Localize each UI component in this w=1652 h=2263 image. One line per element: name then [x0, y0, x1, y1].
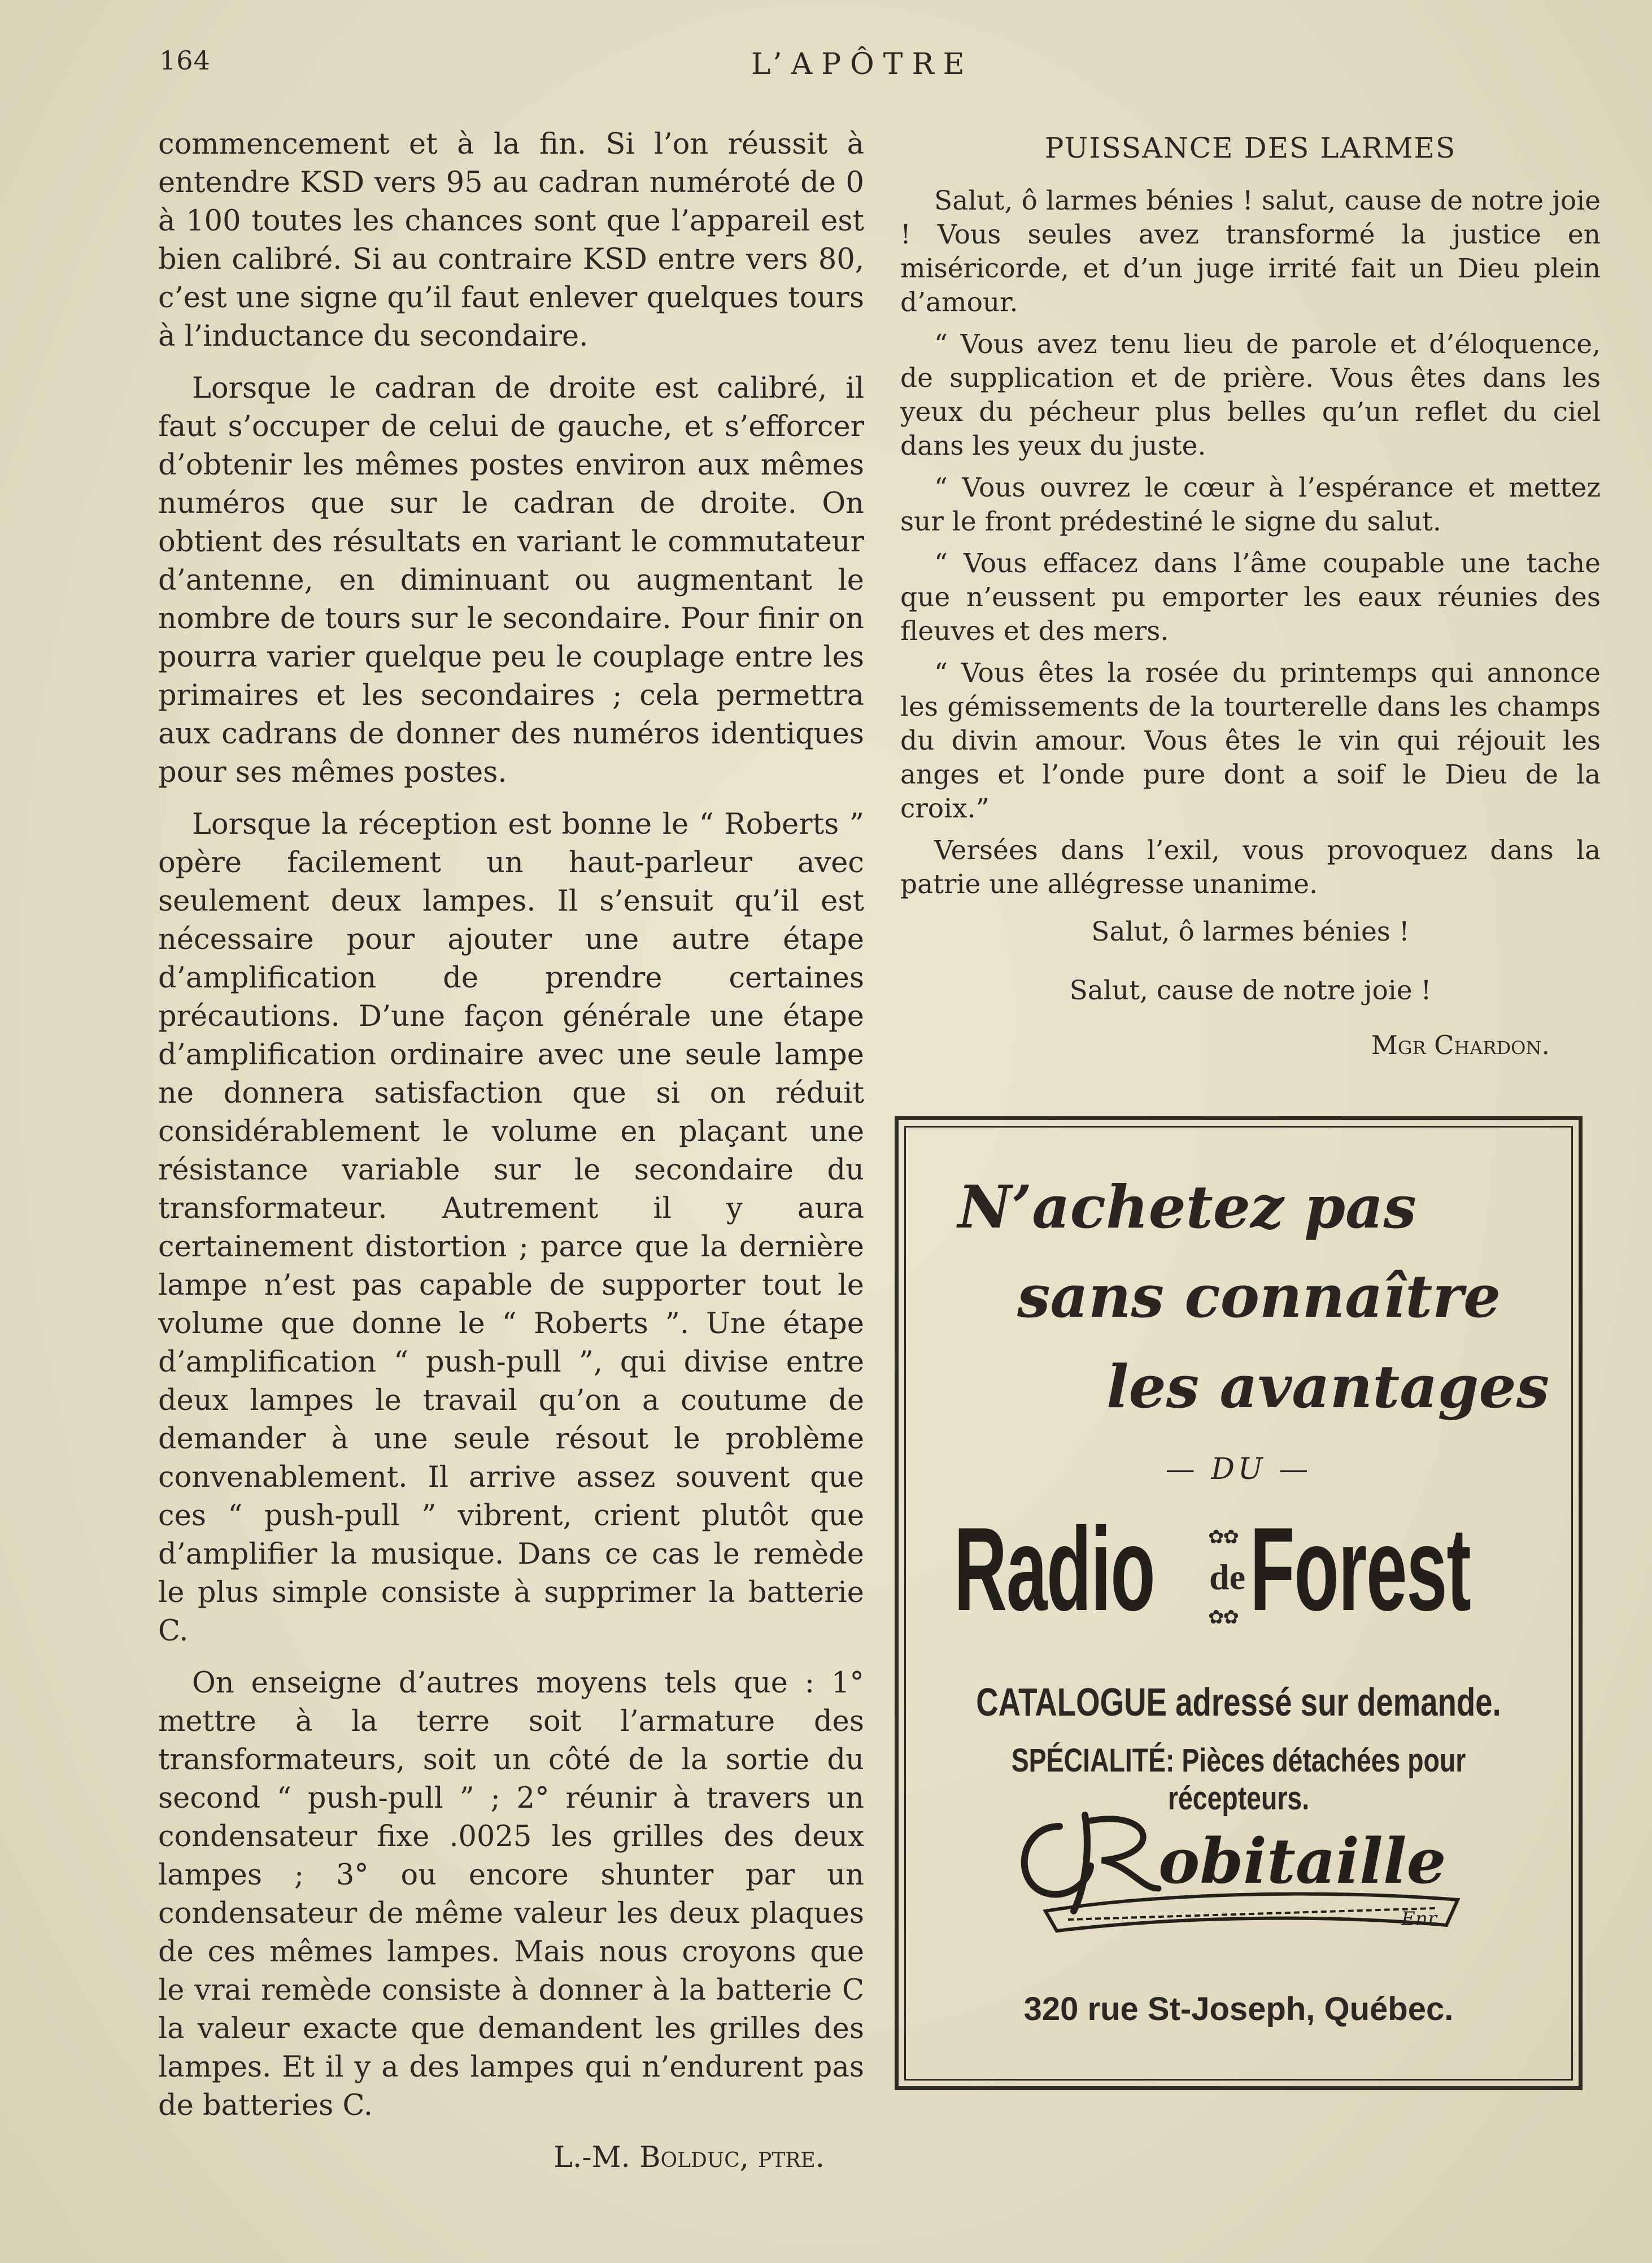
svg-text:obitaille: obitaille [1158, 1825, 1446, 1898]
ad-address: 320 rue St-Joseph, Québec. [1023, 1991, 1454, 2027]
poem-paragraph: “ Vous êtes la rosée du printemps qui annonce les gémissements de la tourterelle dans les champs du divin amour. Vous êtes le vin qui réjouit les anges et l’onde pure dont a soif le Dieu de la croix.” [900, 658, 1601, 824]
poem-paragraph: Salut, ô larmes bénies ! salut, cause de notre joie ! Vous seules avez transformé la justice en miséricorde, et d’un juge irrité fait un Dieu plein d’amour. [900, 185, 1601, 318]
right-column [900, 131, 1601, 1070]
ad-headline-2: sans connaître [1017, 1261, 1501, 1331]
poem-refrain: Salut, ô larmes bénies ! [1091, 916, 1410, 947]
ad-catalogue: CATALOGUE adressé sur demande. [976, 1680, 1501, 1724]
poem-paragraph: “ Vous effacez dans l’âme coupable une tache que n’eussent pu emporter les eaux réunies des fleuves et des mers. [900, 548, 1601, 647]
ad-du: — DU — [1165, 1452, 1312, 1486]
robitaille-signature-logo [1006, 1804, 1480, 1939]
poem-paragraph: “ Vous avez tenu lieu de parole et d’éloquence, de supplication et de prière. Vous êtes dans les yeux du pécheur plus belles qu’un reflet du ciel dans les yeux du juste. [900, 329, 1601, 462]
ornament-icon: ✿✿ [1208, 1526, 1238, 1548]
brand-name [899, 1504, 1579, 1634]
brand-forest: Forest [1250, 1503, 1471, 1635]
ad-headline-3: les avantages [1106, 1352, 1550, 1421]
article-paragraph: commencement et à la fin. Si l’on réussit à entendre KSD vers 95 au cadran numéroté de 0 à 100 toutes les chances sont que l’appareil est bien calibré. Si au contraire KSD entre vers 80, c’est une signe qu’il faut enlever quelques tours à l’inductance du secondaire. [158, 128, 864, 353]
poem-paragraph: Versées dans l’exil, vous provoquez dans la patrie une allégresse unanime. [900, 835, 1601, 900]
ornament-icon: ✿✿ [1208, 1606, 1238, 1629]
poem-signature: Mgr Chardon. [1371, 1030, 1550, 1060]
poem-refrain: Salut, cause de notre joie ! [1069, 975, 1432, 1006]
ad-headline-1: N’achetez pas [958, 1172, 1416, 1242]
robitaille-logo [1006, 1804, 1480, 1939]
left-column [158, 125, 864, 2191]
ad-specialty: SPÉCIALITÉ: Pièces détachées pour récepteurs. [1011, 1742, 1466, 1817]
brand-de: de [1209, 1557, 1245, 1597]
poem-paragraph: “ Vous ouvrez le cœur à l’espérance et mettez sur le front prédestiné le signe du salut. [900, 472, 1601, 537]
running-title: L’APÔTRE [751, 47, 974, 81]
page-number: 164 [159, 45, 211, 76]
page-header [0, 45, 1652, 90]
article-signature: L.-M. Bolduc, ptre. [553, 2141, 825, 2174]
svg-text:Enr.: Enr. [1401, 1908, 1441, 1930]
advertisement-box [895, 1116, 1583, 2090]
article-paragraph: Lorsque la réception est bonne le “ Roberts ” opère facilement un haut-parleur avec seulement deux lampes. Il s’ensuit qu’il est nécessaire pour ajouter une autre étape d’amplification de prendre certaines précautions. D’une façon générale une étape d’amplification ordinaire avec une seule lampe ne donnera satisfaction que si on réduit considérablement le volume en plaçant une résistance variable sur le secondaire du transformateur. Autrement il y aura certainement distortion ; parce que la dernière lampe n’est pas capable de supporter tout le volume que donne le “ Roberts ”. Une étape d’amplification “ push-pull ”, qui divise entre deux lampes le travail qu’on a coutume de demander à une seule résout le problème convenablement. Il arrive assez souvent que ces “ push-pull ” vibrent, crient plutôt que d’amplifier la musique. Dans ce cas le remède le plus simple consiste à supprimer la batterie C. [158, 808, 864, 1648]
article-paragraph: Lorsque le cadran de droite est calibré, il faut s’occuper de celui de gauche, et s’efforcer d’obtenir les mêmes postes environ aux mêmes numéros que sur le cadran de droite. On obtient des résultats en variant le commutateur d’antenne, en diminuant ou augmentant le nombre de tours sur le secondaire. Pour finir on pourra varier quelque peu le couplage entre les primaires et les secondaires ; cela permettra aux cadrans de donner des numéros identiques pour ses mêmes postes. [158, 372, 864, 789]
poem-title: PUISSANCE DES LARMES [1044, 132, 1457, 164]
brand-radio: Radio [954, 1503, 1155, 1635]
article-paragraph: On enseigne d’autres moyens tels que : 1° mettre à la terre soit l’armature des transformateurs, soit un côté de la sortie du second “ push-pull ” ; 2° réunir à travers un condensateur fixe .0025 les grilles des deux lampes ; 3° ou encore shunter par un condensateur de même valeur les deux plaques de ces mêmes lampes. Mais nous croyons que le vrai remède consiste à donner à la batterie C la valeur exacte que demandent les grilles des lampes. Et il y a des lampes qui n’endurent pas de batteries C. [158, 1666, 864, 2122]
